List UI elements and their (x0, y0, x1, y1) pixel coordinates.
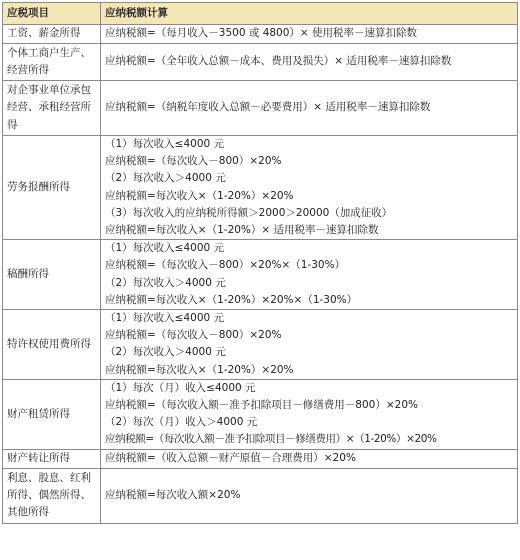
calc-line: 应纳税额=（每次收入－800）×20% (105, 155, 282, 168)
calc-line: （2）每次收入＞4000 元 (105, 346, 226, 359)
calc-line: 应纳税额=（每次收入－800）×20%×（1-30%） (105, 259, 346, 272)
tax-calc-cell (101, 136, 518, 240)
calc-line: 应纳税额=（纳税年度收入总额－必要费用）× 适用税率－速算扣除数 (105, 101, 431, 114)
table-row (3, 449, 518, 468)
tax-item-cell: 个体工商户生产、经营所得 (3, 44, 101, 81)
calc-line: （1）每次收入≤4000 元 (105, 312, 225, 325)
tax-calc-cell (101, 449, 518, 468)
tax-calc-cell (101, 379, 518, 449)
tax-calc-cell (101, 44, 518, 81)
tax-item-cell: 特许权使用费所得 (3, 310, 101, 380)
calc-line: 应纳税额=每次收入额×20% (105, 489, 241, 502)
tax-calc-cell (101, 240, 518, 310)
calc-line: （3）每次收入的应纳税所得额＞2000＞20000（加成征收） (105, 206, 393, 219)
calc-line: （2）每次收入＞4000 元 (105, 172, 226, 185)
header-tax-item: 应税项目 (3, 3, 101, 25)
tax-item-cell: 财产转让所得 (3, 449, 101, 468)
calc-line: 应纳税额=（每月收入－3500 或 4800）× 使用税率－速算扣除数 (105, 27, 418, 40)
table-row (3, 379, 518, 449)
tax-calc-cell (101, 468, 518, 523)
calc-line: 应纳税额=（全年收入总额－成本、费用及损失）× 适用税率－速算扣除数 (105, 55, 452, 68)
calc-line: （1）每次（月）收入≤4000 元 (105, 381, 256, 394)
tax-item-cell: 劳务报酬所得 (3, 136, 101, 240)
calc-line: （2）每次（月）收入＞4000 元 (105, 416, 258, 429)
table-row (3, 25, 518, 44)
calc-line: （1）每次收入≤4000 元 (105, 242, 225, 255)
tax-calculation-table (2, 2, 518, 524)
table-row (3, 136, 518, 240)
calc-line: 应纳税额=（每次收入额－准予扣除项目－修缮费用－800）×20% (105, 399, 418, 412)
calc-line: （2）每次收入＞4000 元 (105, 276, 226, 289)
calc-line: （1）每次收入≤4000 元 (105, 138, 225, 150)
tax-item-cell: 财产租赁所得 (3, 379, 101, 449)
calc-line: 应纳税额=（每次收入－800）×20% (105, 329, 282, 342)
tax-calc-cell (101, 310, 518, 380)
calc-line: 应纳税额=每次收入×（1-20%）×20% (105, 189, 294, 202)
calc-line: 应纳税额=（收入总额－财产原值－合理费用）×20% (105, 452, 356, 465)
header-tax-calculation: 应纳税额计算 (101, 3, 518, 25)
table-row (3, 468, 518, 523)
table-row (3, 81, 518, 136)
calc-line: 应纳税额=每次收入×（1-20%）×20%×（1-30%） (105, 293, 358, 306)
calc-line: 应纳税额=每次收入×（1-20%）× 适用税率－速算扣除数 (105, 224, 379, 237)
tax-item-cell: 对企事业单位承包经营、承租经营所得 (3, 81, 101, 136)
calc-line: 应纳税额=每次收入×（1-20%）×20% (105, 363, 294, 376)
tax-item-cell: 利息、股息、红利所得、偶然所得、其他所得 (3, 468, 101, 523)
table-row (3, 240, 518, 310)
tax-calc-cell (101, 25, 518, 44)
tax-item-cell: 工资、薪金所得 (3, 25, 101, 44)
table-header-row (3, 3, 518, 25)
table-row (3, 310, 518, 380)
tax-calc-cell (101, 81, 518, 136)
table-row (3, 44, 518, 81)
tax-item-cell: 稿酬所得 (3, 240, 101, 310)
calc-line: 应纳税额=（每次收入额－准予扣除项目－修缮费用）×（1-20%）×20% (105, 433, 437, 446)
